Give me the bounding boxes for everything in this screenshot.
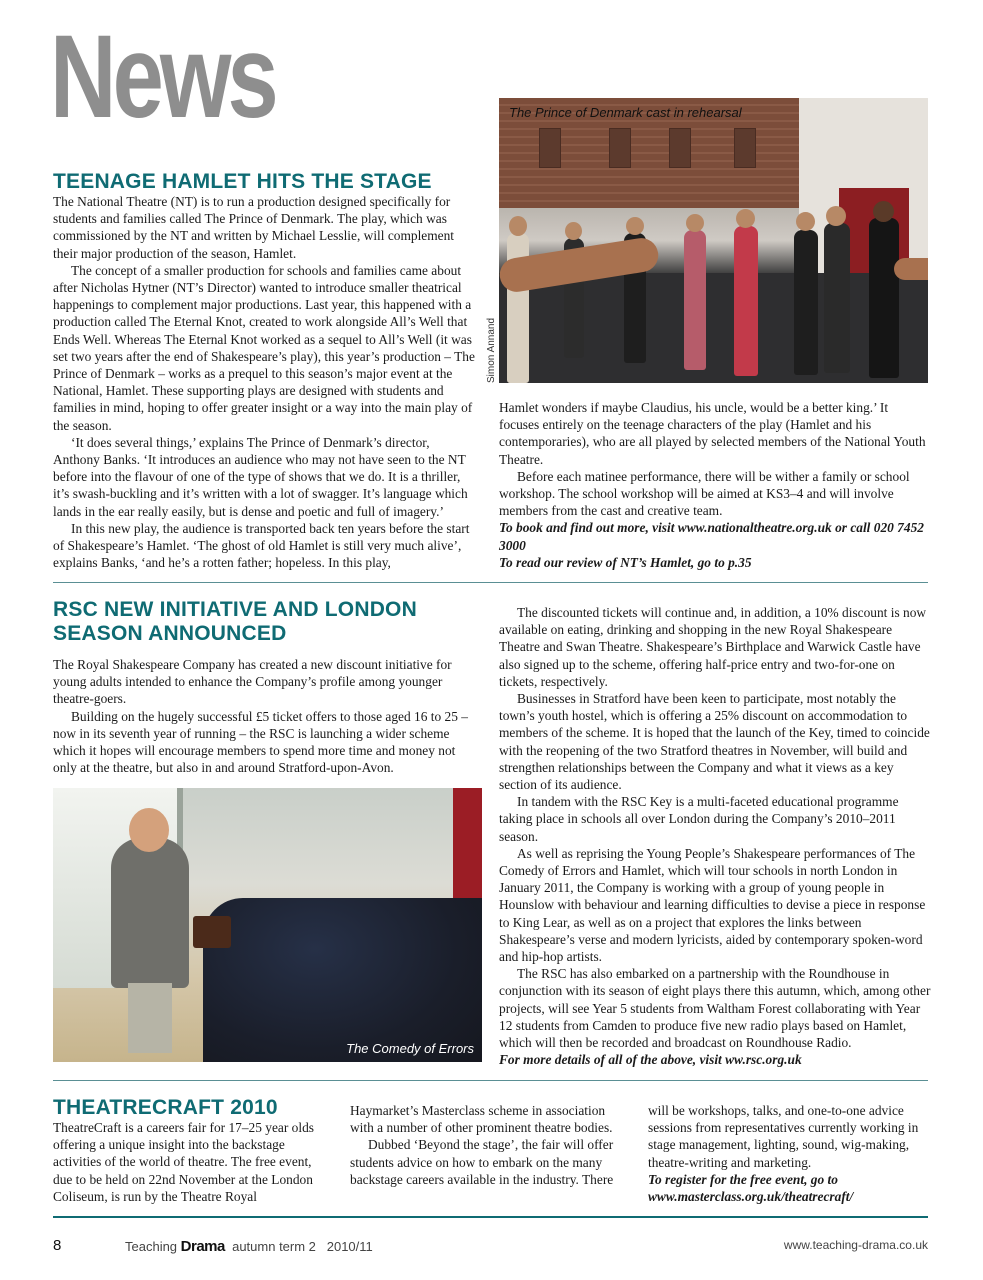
article1-paragraph-4: In this new play, the audience is transported back ten years before the start of Shakespeare’s Hamlet. ‘The ghost of old Hamlet is still very much alive’, explains Banks, ‘and he’s a rotten father; hopeless. In this play, <box>53 520 470 571</box>
issue-label: autumn term 2 2010/11 <box>232 1239 373 1254</box>
article3-headline: THEATRECRAFT 2010 <box>53 1096 278 1119</box>
magazine-name <box>125 1238 373 1255</box>
comedy-of-errors-photo <box>53 788 482 1062</box>
comedy-of-errors-caption: The Comedy of Errors <box>346 1041 474 1056</box>
section-divider <box>53 1080 928 1081</box>
article2-more-details: For more details of all of the above, visit ww.rsc.org.uk <box>499 1052 802 1068</box>
article3-column-2 <box>350 1102 628 1188</box>
article2-column-left <box>53 656 478 776</box>
article1-paragraph-6: Before each matinee performance, there will be wither a family or school workshop. The school workshop will be aimed at KS3–4 and will involve members from the cast and creative team. <box>499 468 910 519</box>
article2-paragraph-6: As well as reprising the Young People’s Shakespeare performances of The Comedy of Errors and Hamlet, which will tour schools in north London in January 2011, the Company is working with a group of young people in Hounslow with behaviour and learning difficulties to devise a piece in response to King Lear, as well as on a project that explores the links between Shakespeare’s verse and modern lyricists, aided by contemporary spoken-word and hip-hop artists. <box>499 845 926 965</box>
section-divider <box>53 582 928 583</box>
article1-booking-info: To book and find out more, visit www.nationaltheatre.org.uk or call 020 7452 3000 <box>499 520 924 553</box>
article3-register-info: To register for the free event, go to www.masterclass.org.uk/theatrecraft/ <box>648 1171 854 1205</box>
article3-paragraph-2: Haymarket’s Masterclass scheme in association with a number of other prominent theatre bodies. <box>350 1103 613 1136</box>
magazine-name-prefix: Teaching <box>125 1239 181 1254</box>
article3-paragraph-1: TheatreCraft is a careers fair for 17–25 year olds offering a unique insight into the backstage activities of the world of theatre. The free event, due to be held on 22nd November at the London Coliseum, is run by the Theatre Royal <box>53 1120 314 1204</box>
article1-paragraph-2: The concept of a smaller production for schools and families came about after Nicholas Hytner (NT’s Director) wanted to introduce smaller theatrical happenings to complement major productions. Last year, this happened with a production called The Eternal Knot, created to work alongside All’s Well that Ends Well. Whereas The Eternal Knot worked as a sequel to All’s Well (it was set two years after the end of Shakespeare’s play), this year’s production – The Prince of Denmark – works as a prequel to this season’s major event at the National, Hamlet. These supporting plays are designed with students and families in mind, hoping to offer greater insight or a way into the main play of the season. <box>53 262 475 433</box>
article2-paragraph-1: The Royal Shakespeare Company has created a new discount initiative for young adults intended to enhance the Company’s profile among younger theatre-goers. <box>53 657 452 707</box>
article1-column-left <box>53 193 478 571</box>
article1-review-pointer: To read our review of NT’s Hamlet, go to p.35 <box>499 554 752 570</box>
article1-column-right <box>499 399 931 571</box>
photo-credit: Simon Annand <box>486 317 497 383</box>
article3-paragraph-4: will be workshops, talks, and one-to-one advice sessions from representatives currently working in stage management, lighting, sound, wig-making, theatre-writing and marketing. <box>648 1103 919 1170</box>
article3-paragraph-3: Dubbed ‘Beyond the stage’, the fair will offer students advice on how to embark on the many backstage careers available in the industry. There <box>350 1137 614 1187</box>
website-url[interactable]: www.teaching-drama.co.uk <box>783 1238 928 1252</box>
article2-headline: RSC NEW INITIATIVE AND LONDON SEASON ANNOUNCED <box>53 598 417 645</box>
article1-headline: TEENAGE HAMLET HITS THE STAGE <box>53 170 432 193</box>
masthead-title: News <box>50 11 275 143</box>
rehearsal-photo <box>499 98 928 383</box>
rehearsal-photo-caption: The Prince of Denmark cast in rehearsal <box>509 105 742 120</box>
article2-column-right <box>499 604 931 1068</box>
article1-paragraph-1: The National Theatre (NT) is to run a production designed specifically for students and families called The Prince of Denmark. The play, which was commissioned by the NT and written by Michael Lesslie, will complement their major production of the season, Hamlet. <box>53 194 455 261</box>
article3-column-1 <box>53 1119 331 1205</box>
article2-paragraph-5: In tandem with the RSC Key is a multi-faceted educational programme taking place in schools all over London during the Company’s 2010–2011 season. <box>499 794 899 844</box>
article1-paragraph-3: ‘It does several things,’ explains The Prince of Denmark’s director, Anthony Banks. ‘It introduces an audience who may not have seen to the NT before into the flavour of one of the type of shows that we do. It is a thriller, it’s swash-buckling and it’s written with a lot of swagger. It’s language which lands in the ear really easily, but is dense and poetic and full of imagery.’ <box>53 434 468 519</box>
article3-column-3 <box>648 1102 931 1205</box>
footer-rule <box>53 1216 928 1218</box>
page-number: 8 <box>53 1237 62 1254</box>
article2-paragraph-2: Building on the hugely successful £5 ticket offers to those aged 16 to 25 – now in its seventh year of running – the RSC is launching a wider scheme which it hopes will encourage members to spend more time and money not only at the theatre, but also in and around Stratford-upon-Avon. <box>53 708 468 776</box>
article2-paragraph-7: The RSC has also embarked on a partnership with the Roundhouse in conjunction with its season of eight plays there this autumn, which, among other projects, will see Year 5 students from Waltham Forest collaborating with Year 12 students from Camden to produce five new radio plays based on Hamlet, which will then be recorded and broadcast on Roundhouse Radio. <box>499 966 931 1051</box>
article1-paragraph-5: Hamlet wonders if maybe Claudius, his uncle, would be a better king.’ It focuses entirely on the teenage characters of the play (Hamlet and his contemporaries), who are all played by selected members of the National Youth Theatre. <box>499 400 926 467</box>
magazine-name-drama: Drama <box>180 1238 225 1255</box>
article2-paragraph-3: The discounted tickets will continue and, in addition, a 10% discount is now available on eating, drinking and shopping in the new Royal Shakespeare Theatre and Swan Theatre. Shakespeare’s Birthplace and Warwick Castle have also signed up to the scheme, offering half-price entry and two-for-one on tickets, respectively. <box>499 605 927 689</box>
article2-paragraph-4: Businesses in Stratford have been keen to participate, most notably the town’s youth hostel, which is offering a 25% discount on accommodation to members of the scheme. It is hoped that the launch of the Key, timed to coincide with the reopening of the two Stratford theatres in November, will build and strengthen relationships between the Company and what it views as a key section of its audience. <box>499 691 930 793</box>
